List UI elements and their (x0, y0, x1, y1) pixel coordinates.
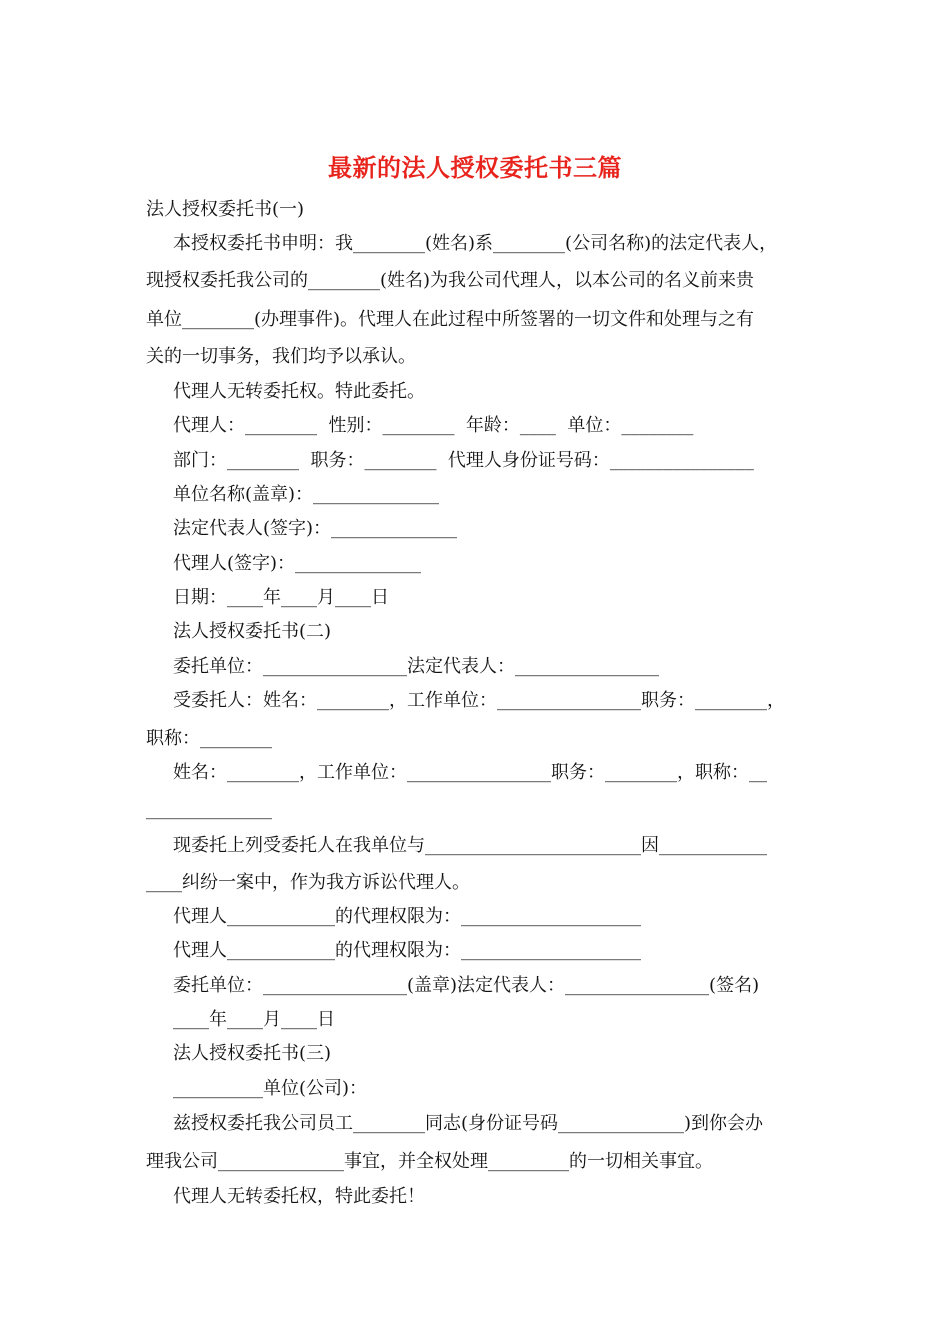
form-field-line: 日期：____年____月____日 (173, 587, 389, 608)
paragraph-line: ____纠纷一案中，作为我方诉讼代理人。 (146, 872, 470, 893)
paragraph-line: 关的一切事务，我们均予以承认。 (146, 346, 416, 367)
form-field-line: 代理人____________的代理权限为：____________________ (173, 906, 641, 927)
form-field-line: 委托单位：________________(盖章)法定代表人：________________(签名) (173, 975, 760, 996)
form-field-line: 职称：________ (146, 728, 272, 749)
form-field-line: ____年____月____日 (173, 1009, 335, 1030)
form-field-line: 部门：________ 职务：________ 代理人身份证号码：________________ (173, 450, 754, 471)
form-field-line: 单位名称(盖章)：______________ (173, 484, 440, 505)
paragraph-line: 现委托上列受委托人在我单位与________________________因____________ (173, 835, 767, 856)
section-heading-2: 法人授权委托书(二) (173, 621, 332, 642)
section-heading-3: 法人授权委托书(三) (173, 1043, 332, 1064)
form-field-line: __________单位(公司)： (173, 1078, 368, 1099)
form-field-line: 受委托人：姓名：________，工作单位：________________职务：________， (173, 690, 785, 711)
form-field-line: 代理人：________ 性别：________ 年龄：____ 单位：________ (173, 415, 694, 436)
form-field-line: 姓名：________，工作单位：________________职务：________，职称：__ (173, 762, 767, 783)
paragraph-line: 单位________(办理事件)。代理人在此过程中所签署的一切文件和处理与之有 (146, 309, 755, 330)
paragraph-line: 现授权委托我公司的________(姓名)为我公司代理人，以本公司的名义前来贵 (146, 270, 755, 291)
paragraph-line: 兹授权委托我公司员工________同志(身份证号码______________)到你会办 (173, 1113, 764, 1134)
form-field-line: 法定代表人(签字)：______________ (173, 518, 458, 539)
form-field-line: 代理人____________的代理权限为：____________________ (173, 940, 641, 961)
paragraph-line: 代理人无转委托权，特此委托！ (173, 1186, 425, 1207)
document-title: 最新的法人授权委托书三篇 (328, 153, 622, 182)
form-field-line: ______________ (146, 799, 272, 820)
section-heading-1: 法人授权委托书(一) (146, 199, 305, 220)
paragraph-line: 本授权委托书申明：我________(姓名)系________(公司名称)的法定代表人， (173, 233, 778, 254)
paragraph-line: 理我公司______________事宜，并全权处理_________的一切相关事宜。 (146, 1151, 713, 1172)
paragraph-line: 代理人无转委托权。特此委托。 (173, 381, 425, 402)
form-field-line: 代理人(签字)：______________ (173, 553, 422, 574)
form-field-line: 委托单位：________________法定代表人：________________ (173, 656, 659, 677)
